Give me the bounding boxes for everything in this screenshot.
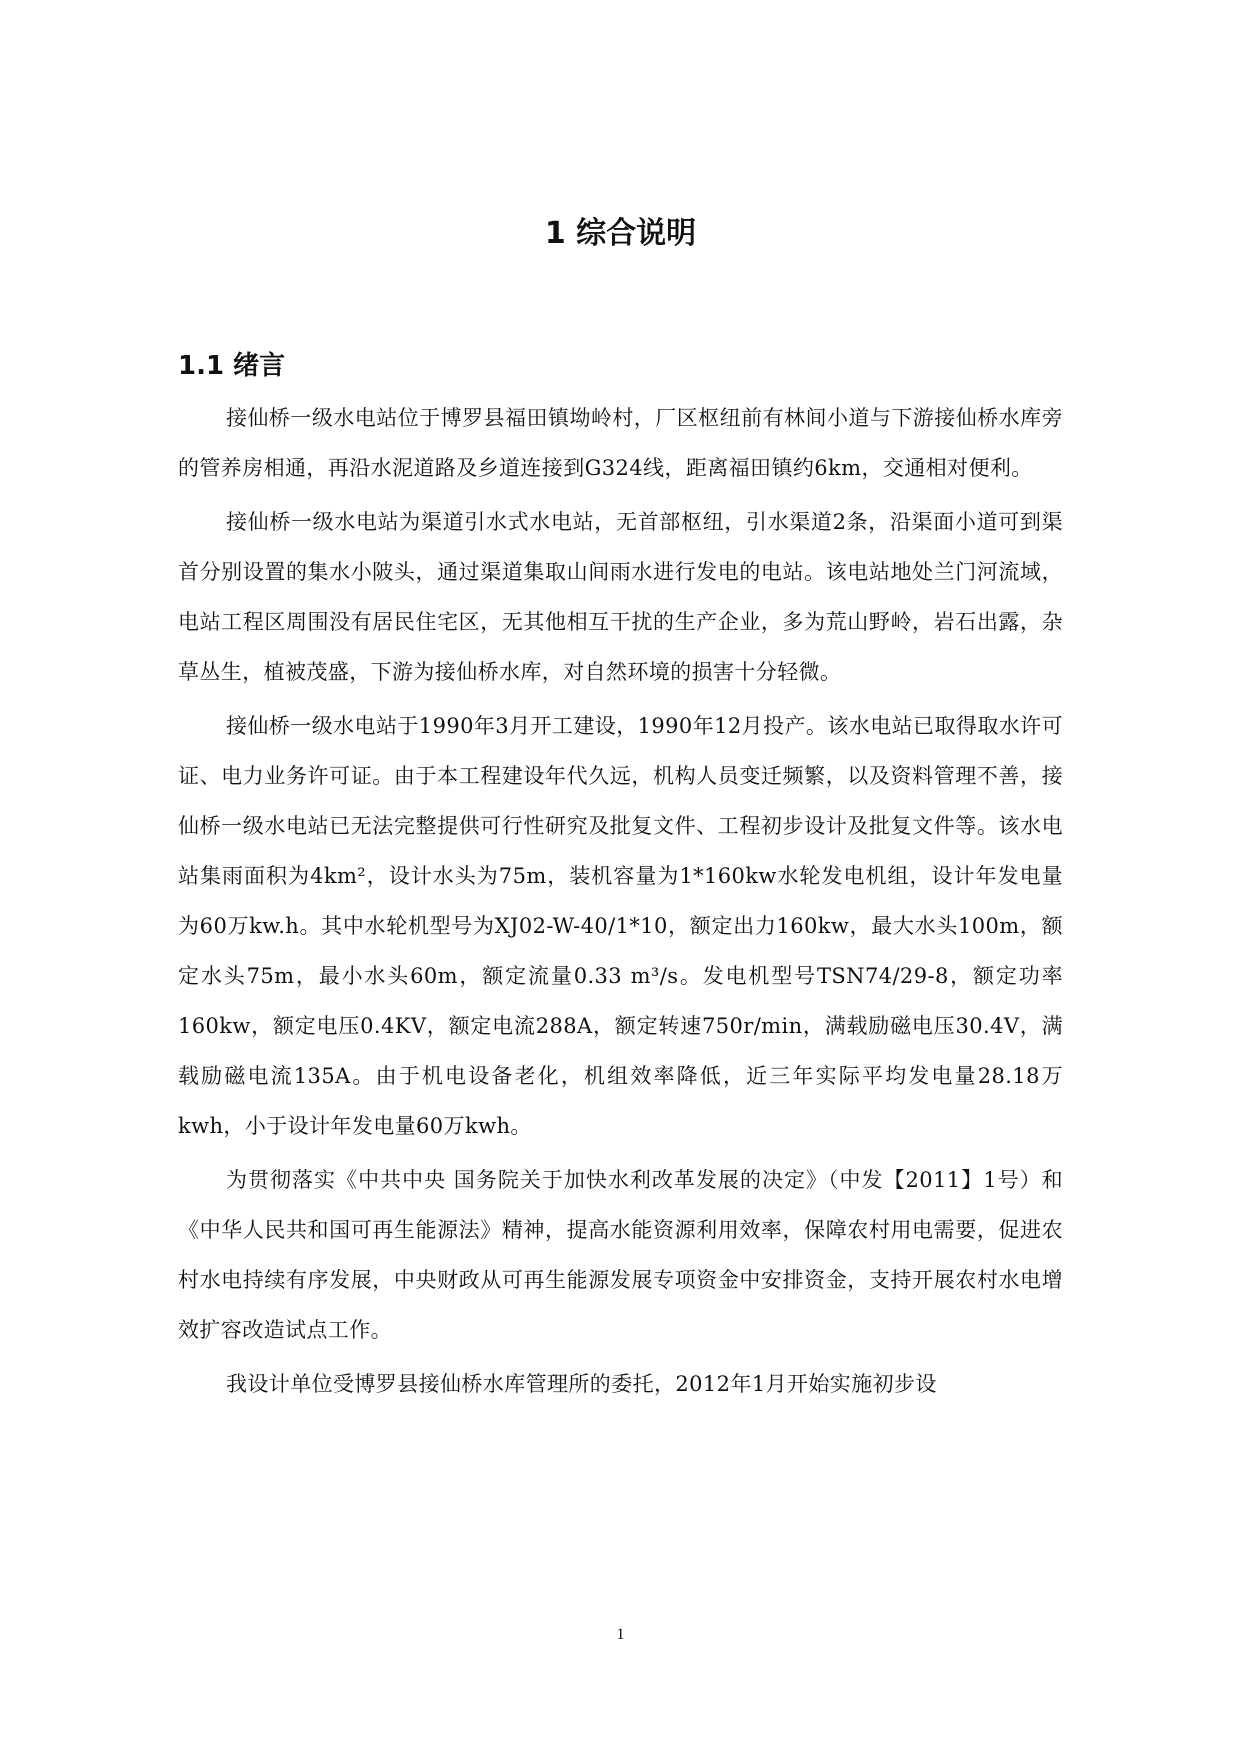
- paragraph-commission: 我设计单位受博罗县接仙桥水库管理所的委托，2012年1月开始实施初步设: [226, 1372, 937, 1396]
- paragraph-policy: 为贯彻落实《中共中央 国务院关于加快水利改革发展的决定》（中发【2011】1号）和《中华人民共和国可再生能源法》精神，提高水能资源利用效率，保障农村用电需要，促进农村水电持续有序发展，中央财政从可再生能源发展专项资金中安排资金，支持开展农村水电增效扩容改造试点工作。: [178, 1168, 1063, 1342]
- paragraph-location: 接仙桥一级水电站位于博罗县福田镇坳岭村，厂区枢纽前有林间小道与下游接仙桥水库旁的管养房相通，再沿水泥道路及乡道连接到G324线，距离福田镇约6km，交通相对便利。: [178, 406, 1063, 480]
- body-text: [178, 393, 1063, 1413]
- paragraph-construction-specs: 接仙桥一级水电站于1990年3月开工建设，1990年12月投产。该水电站已取得取水许可证、电力业务许可证。由于本工程建设年代久远，机构人员变迁频繁，以及资料管理不善，接仙桥一级水电站已无法完整提供可行性研究及批复文件、工程初步设计及批复文件等。该水电站集雨面积为4km²，设计水头为75m，装机容量为1*160kw水轮发电机组，设计年发电量为60万kw.h。其中水轮机型号为XJ02-W-40/1*10，额定出力160kw，最大水头100m，额定水头75m，最小水头60m，额定流量0.33 m³/s。发电机型号TSN74/29-8，额定功率160kw，额定电压0.4KV，额定电流288A，额定转速750r/min，满载励磁电压30.4V，满载励磁电流135A。由于机电设备老化，机组效率降低，近三年实际平均发电量28.18万kwh，小于设计年发电量60万kwh。: [178, 714, 1063, 1138]
- paragraph-station-type: 接仙桥一级水电站为渠道引水式水电站，无首部枢纽，引水渠道2条，沿渠面小道可到渠首分别设置的集水小陂头，通过渠道集取山间雨水进行发电的电站。该电站地处兰门河流域，电站工程区周围没有居民住宅区，无其他相互干扰的生产企业，多为荒山野岭，岩石出露，杂草丛生，植被茂盛，下游为接仙桥水库，对自然环境的损害十分轻微。: [178, 510, 1063, 684]
- page-number: 1: [616, 1626, 625, 1643]
- chapter-title: 1 综合说明: [544, 216, 697, 251]
- section-title: 1.1 绪言: [178, 351, 286, 381]
